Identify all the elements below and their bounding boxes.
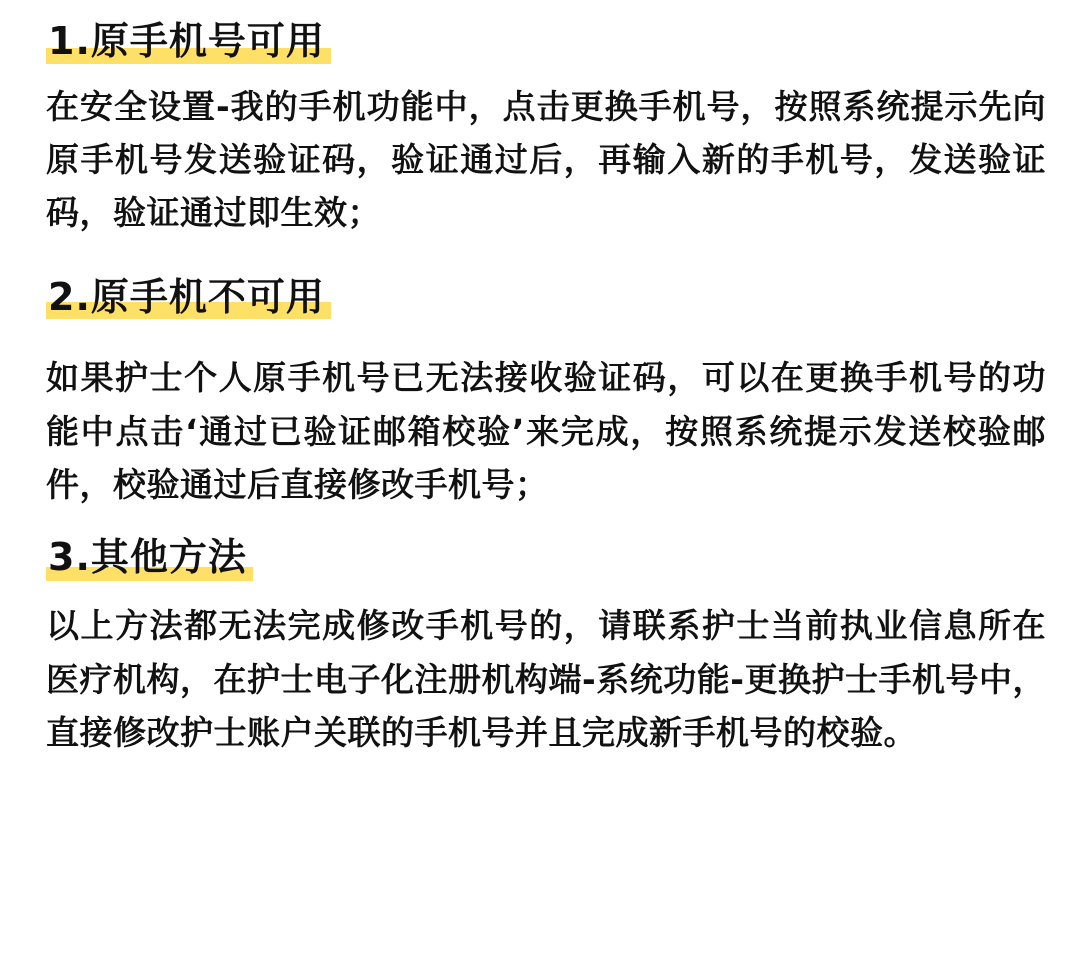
section-original-phone-unavailable xyxy=(46,274,1046,512)
section-2-heading xyxy=(46,274,331,322)
section-3-heading-text: 3.其他方法 xyxy=(48,534,247,579)
section-other-methods xyxy=(46,534,1046,760)
section-2-body: 如果护士个人原手机号已无法接收验证码，可以在更换手机号的功能中点击‘通过已验证邮箱校验’来完成，按照系统提示发送校验邮件，校验通过后直接修改手机号； xyxy=(46,358,1046,505)
section-2-heading-text: 2.原手机不可用 xyxy=(48,274,325,319)
section-original-phone-available xyxy=(46,18,1046,240)
section-3-heading xyxy=(46,534,253,582)
section-1-heading xyxy=(46,18,331,66)
section-3-body: 以上方法都无法完成修改手机号的，请联系护士当前执业信息所在医疗机构，在护士电子化注册机构端-系统功能-更换护士手机号中，直接修改护士账户关联的手机号并且完成新手机号的校验。 xyxy=(46,606,1046,753)
section-1-heading-text: 1.原手机号可用 xyxy=(48,19,325,63)
section-1-body: 在安全设置-我的手机功能中，点击更换手机号，按照系统提示先向原手机号发送验证码，验证通过后，再输入新的手机号，发送验证码，验证通过即生效； xyxy=(46,86,1046,233)
